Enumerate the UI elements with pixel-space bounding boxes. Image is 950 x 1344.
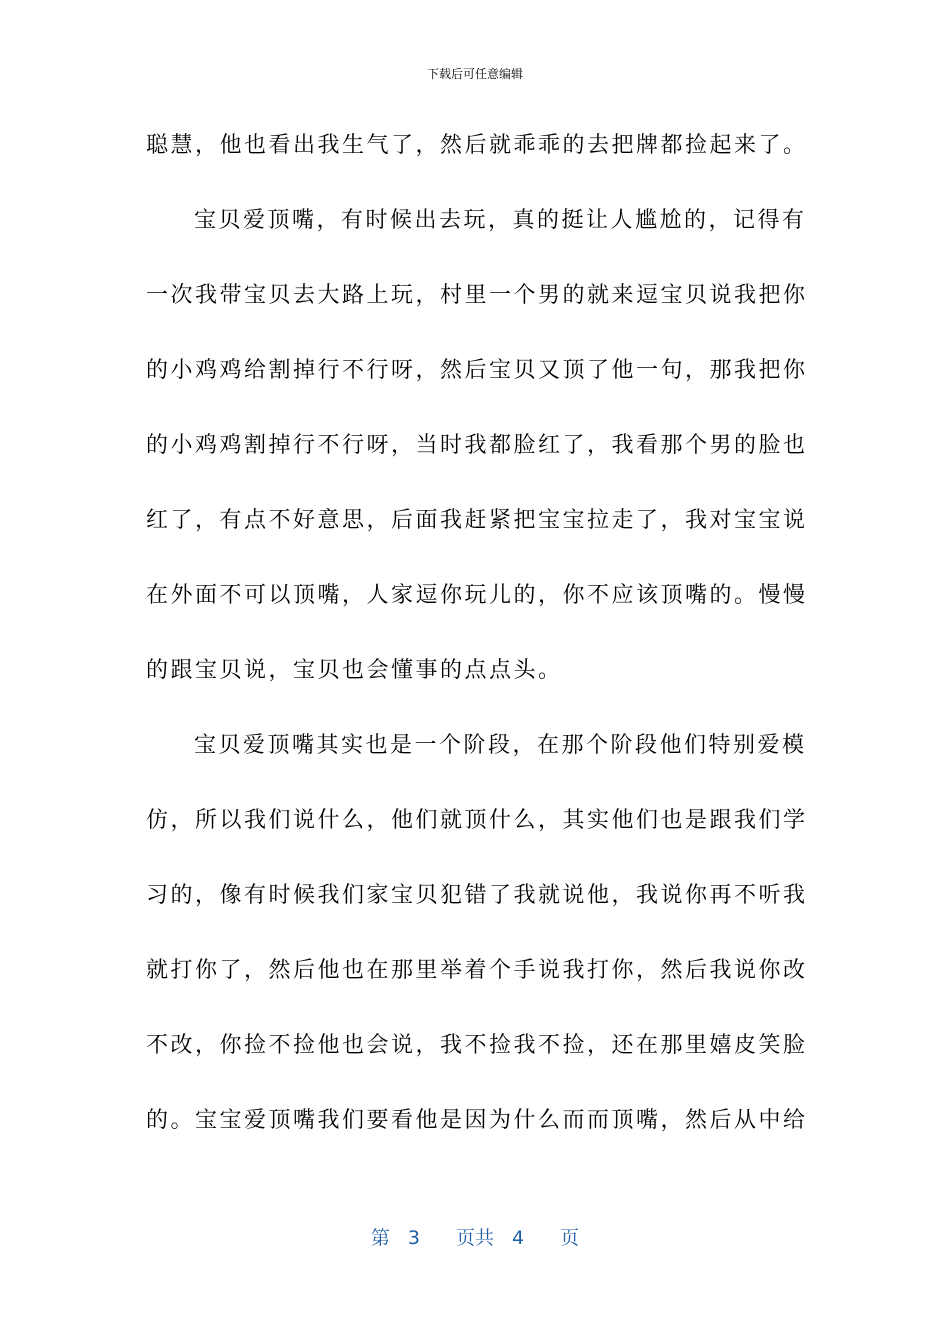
text-line: 就打你了，然后他也在那里举着个手说我打你，然后我说你改 [146, 958, 808, 983]
page-footer [0, 1224, 950, 1252]
text-line: 习的，像有时候我们家宝贝犯错了我就说他，我说你再不听我 [146, 883, 808, 908]
footer-suffix: 页 [560, 1227, 580, 1249]
text-line: 红了，有点不好意思，后面我赶紧把宝宝拉走了，我对宝宝说 [146, 508, 808, 533]
footer-current-page: 3 [407, 1227, 420, 1249]
text-line: 不改，你捡不捡他也会说，我不捡我不捡，还在那里嬉皮笑脸 [146, 1033, 808, 1058]
paragraph-start-line: 宝贝爱顶嘴其实也是一个阶段，在那个阶段他们特别爱模 [194, 733, 807, 758]
text-line: 一次我带宝贝去大路上玩，村里一个男的就来逗宝贝说我把你 [146, 283, 808, 308]
text-line: 的小鸡鸡给割掉行不行呀，然后宝贝又顶了他一句，那我把你 [146, 358, 808, 383]
text-line: 在外面不可以顶嘴，人家逗你玩儿的，你不应该顶嘴的。慢慢 [146, 583, 808, 608]
text-line: 仿，所以我们说什么，他们就顶什么，其实他们也是跟我们学 [146, 808, 808, 833]
document-body [146, 120, 808, 1170]
text-line: 聪慧，他也看出我生气了，然后就乖乖的去把牌都捡起来了。 [146, 133, 808, 158]
footer-total-pages: 4 [512, 1227, 525, 1249]
page-header: 下载后可任意编辑 [426, 67, 523, 81]
footer-middle: 页共 [455, 1227, 494, 1249]
footer-prefix: 第 [370, 1227, 390, 1249]
text-line: 的小鸡鸡割掉行不行呀，当时我都脸红了，我看那个男的脸也 [146, 433, 808, 458]
text-line: 的跟宝贝说，宝贝也会懂事的点点头。 [146, 658, 563, 683]
paragraph-start-line: 宝贝爱顶嘴，有时候出去玩，真的挺让人尴尬的，记得有 [194, 208, 807, 233]
text-line: 的。宝宝爱顶嘴我们要看他是因为什么而而顶嘴，然后从中给 [146, 1108, 808, 1133]
